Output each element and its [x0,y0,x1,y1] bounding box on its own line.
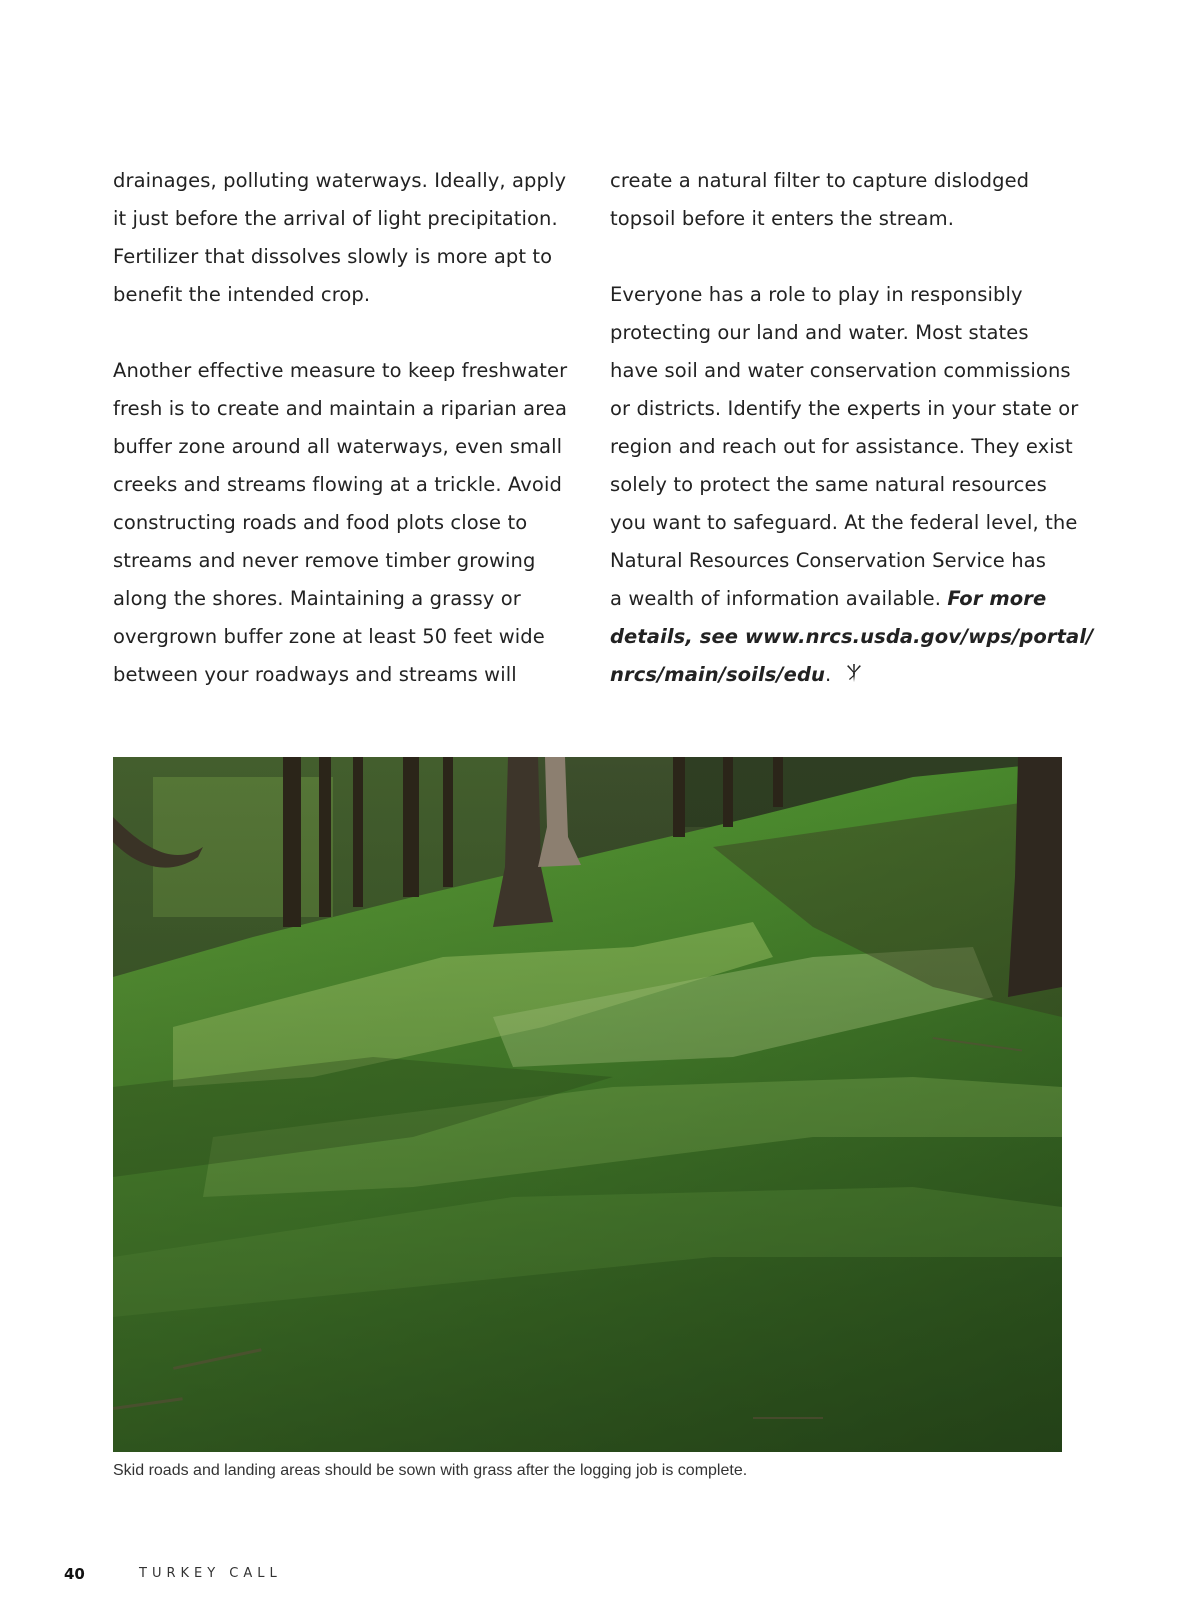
text-line [610,656,1065,694]
text-line: or districts. Identify the experts in your state or [610,397,1079,420]
text-line: region and reach out for assistance. They exist [610,435,1073,458]
text-line: streams and never remove timber growing [113,549,536,572]
text-line: Another effective measure to keep freshwater [113,359,568,382]
text-line: constructing roads and food plots close to [113,511,528,534]
text-line: Natural Resources Conservation Service has [610,549,1046,572]
text-segment: a wealth of information available. [610,587,948,610]
text-line: protecting our land and water. Most states [610,321,1029,344]
text-line: benefit the intended crop. [113,283,371,306]
paragraph-gap [113,314,563,352]
text-line [610,618,1094,656]
text-line: you want to safeguard. At the federal level, the [610,511,1078,534]
text-line: solely to protect the same natural resources [610,473,1047,496]
text-line: creeks and streams flowing at a trickle. Avoid [113,473,562,496]
article-right-column [610,162,1094,694]
nrcs-url-text: details, see www.nrcs.usda.gov/wps/portal/ [610,625,1094,648]
text-line: it just before the arrival of light precipitation. [113,207,558,230]
text-line: between your roadways and streams will [113,663,517,686]
text-line: overgrown buffer zone at least 50 feet wide [113,625,545,648]
forest-hillside-grass-photo [113,757,1062,1452]
photo-caption: Skid roads and landing areas should be sown with grass after the logging job is complete. [113,1462,748,1479]
text-line: Fertilizer that dissolves slowly is more apt to [113,245,553,268]
turkey-track-icon [844,658,864,696]
text-line: have soil and water conservation commissions [610,359,1071,382]
text-line: drainages, polluting waterways. Ideally, apply [113,169,567,192]
more-details-text: For more [947,587,1047,610]
text-line: topsoil before it enters the stream. [610,207,955,230]
paragraph-gap [610,238,1065,276]
text-segment: . [825,663,832,686]
text-line [610,580,1065,618]
text-line: Everyone has a role to play in responsibly [610,283,1023,306]
nrcs-url-text: nrcs/main/soils/edu [610,663,826,686]
text-line: along the shores. Maintaining a grassy or [113,587,521,610]
text-line: create a natural filter to capture dislodged [610,169,1030,192]
text-line: fresh is to create and maintain a riparian area [113,397,568,420]
publication-name: TURKEY CALL [139,1566,282,1581]
text-line: buffer zone around all waterways, even small [113,435,563,458]
page-number: 40 [64,1565,85,1583]
article-left-column [113,162,568,694]
